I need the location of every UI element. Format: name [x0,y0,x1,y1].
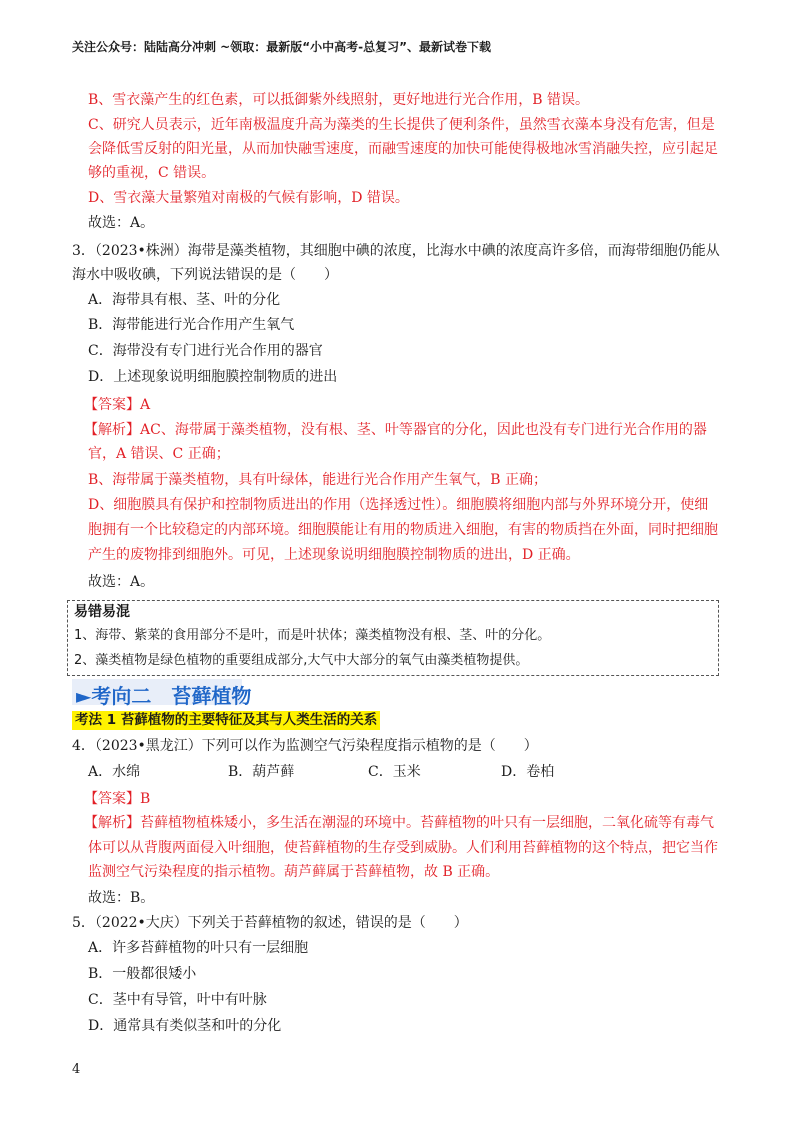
analysis-line: 官，A 错误、C 正确； [88,446,230,462]
analysis-line: B、雪衣藻产生的红色素，可以抵御紫外线照射，更好地进行光合作用，B 错误。 [88,92,590,108]
method-heading: 考法 1 苔藓植物的主要特征及其与人类生活的关系 [72,711,380,730]
analysis-line: D、雪衣藻大量繁殖对南极的气候有影响，D 错误。 [88,190,409,206]
analysis-line: 产生的废物排到细胞外。可见，上述现象说明细胞膜控制物质的进出，D 正确。 [88,547,580,563]
option-c: C．茎中有导管，叶中有叶脉 [88,992,267,1008]
analysis-line: 监测空气污染程度的指示植物。葫芦藓属于苔藓植物，故 B 正确。 [88,864,500,880]
analysis-line: B、海带属于藻类植物，具有叶绿体，能进行光合作用产生氧气，B 正确； [88,472,548,488]
tip-line: 1、海带、紫菜的食用部分不是叶，而是叶状体；藻类植物没有根、茎、叶的分化。 [74,628,551,643]
question-stem: 3．（2023•株洲）海带是藻类植物，其细胞中碘的浓度，比海水中碘的浓度高许多倍，而海带细胞仍能从 [72,243,720,259]
option-a: A．许多苔藓植物的叶只有一层细胞 [88,940,309,956]
analysis-line: 够的重视，C 错误。 [88,165,216,181]
option-c: C．海带没有专门进行光合作用的器官 [88,343,323,359]
section-title: ►考向二 苔藓植物 [76,684,252,708]
option-d: D．通常具有类似茎和叶的分化 [88,1018,282,1034]
question-stem: 海水中吸收碘，下列说法错误的是（ ） [72,267,338,283]
option-c: C．玉米 [368,764,421,780]
analysis-line: 胞拥有一个比较稳定的内部环境。细胞膜能让有用的物质进入细胞，有害的物质挡在外面，同时把细胞 [88,522,718,538]
option-a: A．水绵 [88,764,141,780]
analysis-line: 【解析】AC、海带属于藻类植物，没有根、茎、叶等器官的分化，因此也没有专门进行光合作用的器 [84,422,707,438]
analysis-line: 会降低雪反射的阳光量，从而加快融雪速度，而融雪速度的加快可能使得极地冰雪消融失控，应引起足 [88,141,718,157]
option-a: A．海带具有根、茎、叶的分化 [88,292,281,308]
tip-line: 2、藻类植物是绿色植物的重要组成部分,大气中大部分的氧气由藻类植物提供。 [74,653,529,668]
answer-select: 故选：A。 [88,574,155,590]
tip-title: 易错易混 [74,604,130,620]
analysis-line: 【解析】苔藓植物植株矮小，多生活在潮湿的环境中。苔藓植物的叶只有一层细胞，二氧化硫等有毒气 [84,815,714,831]
option-row [88,762,648,782]
answer-select: 故选：A。 [88,215,155,231]
page-number: 4 [72,1062,81,1077]
analysis-line: C、研究人员表示，近年南极温度升高为藻类的生长提供了便利条件，虽然雪衣藻本身没有危害，但是 [88,117,715,133]
answer-select: 故选：B。 [88,890,155,906]
analysis-line: D、细胞膜具有保护和控制物质进出的作用（选择透过性）。细胞膜将细胞内部与外界环境分开，使细 [88,497,709,513]
option-d: D．上述现象说明细胞膜控制物质的进出 [88,369,338,385]
option-b: B．葫芦藓 [228,764,295,780]
question-stem: 5．（2022•大庆）下列关于苔藓植物的叙述，错误的是（ ） [72,915,468,931]
analysis-line: 体可以从背腹两面侵入叶细胞，使苔藓植物的生存受到威胁。人们利用苔藓植物的这个特点，把它当作 [88,840,718,856]
page-header: 关注公众号：陆陆高分冲刺 ~领取：最新版“小中高考-总复习”、最新试卷下载 [72,40,491,54]
answer-label: 【答案】A [84,397,151,413]
option-b: B．一般都很矮小 [88,966,197,982]
option-d: D．卷柏 [501,764,555,780]
question-stem: 4．（2023•黑龙江）下列可以作为监测空气污染程度指示植物的是（ ） [72,738,538,754]
answer-label: 【答案】B [84,791,151,807]
option-b: B．海带能进行光合作用产生氧气 [88,317,295,333]
